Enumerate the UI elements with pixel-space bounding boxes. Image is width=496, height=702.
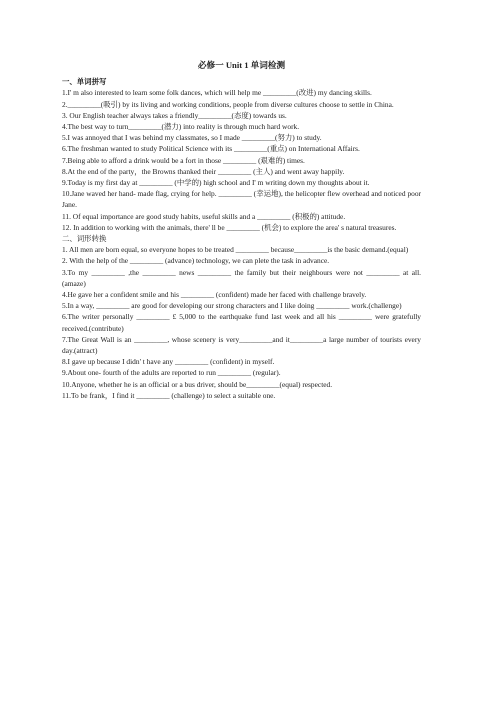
question-item: 10.Anyone, whether he is an official or a bus driver, should be_________(equal) respected. [62, 379, 333, 389]
question-item: 7.The Great Wall is an _________, whose scenery is very_________and it_________a large number of tourists every day.(attract) [62, 334, 421, 356]
question-item: 9.About one- fourth of the adults are reported to run _________ (regular). [62, 368, 281, 378]
question-item: 11. Of equal importance are good study habits, useful skills and a _________ (积极的) attitude. [62, 211, 346, 221]
worksheet-page [62, 60, 421, 401]
question-item: 5.I was annoyed that I was behind my classmates, so I made _________(努力) to study. [62, 133, 322, 143]
question-item: 6.The writer personally _________ £ 5,000 to the earthquake fund last week and all his _________ were gratefully received.(contribute) [62, 312, 421, 333]
question-item: 7.Being able to afford a drink would be a fort in those _________ (艰难的) times. [62, 155, 305, 165]
question-item: 10.Jane waved her hand- made flag, crying for help. _________ (幸运地), the helicopter flew overhead and noticed poor Jane. [62, 189, 421, 210]
question-item: 12. In addition to working with the animals, there' ll be _________ (机会) to explore the area' s natural treasures. [62, 222, 397, 232]
question-item: 4.The best way to turn_________(潜力) into reality is through much hard work. [62, 122, 300, 132]
page-title: 必修一 Unit 1 单词检测 [197, 60, 286, 70]
question-item: 4.He gave her a confident smile and his _________ (confident) made her faced with challenge bravely. [62, 290, 367, 300]
question-item: 3.To my _________ ,the _________ news _________ the family but their neighbours were not _________ at all. (amaze) [62, 267, 421, 288]
section-heading-spelling: 一、单词拼写 [62, 77, 107, 87]
question-item: 9.Today is my first day at _________ (中学的) high school and I' m writing down my thoughts about it. [62, 178, 370, 188]
question-item: 8.I gave up because I didn' t have any _________ (confident) in myself. [62, 357, 275, 367]
question-item: 11.To be frank，I find it _________ (challenge) to select a suitable one. [62, 390, 276, 400]
question-item: 3. Our English teacher always takes a friendly_________(态度) towards us. [62, 110, 287, 120]
question-item: 1. All men are born equal, so everyone hopes to be treated _________ because_________is the basic demand.(equal) [62, 245, 409, 255]
section-heading-word-forms: 二、词形转换 [62, 234, 107, 244]
question-item: 5.In a way, _________ are good for developing our strong characters and I like doing _________ work.(challenge) [62, 301, 402, 311]
question-item: 2._________(吸引) by its living and working conditions, people from diverse cultures choose to settle in China. [62, 99, 394, 109]
question-item: 1.I' m also interested to learn some folk dances, which will help me _________(改进) my dancing skills. [62, 88, 372, 98]
question-item: 8.At the end of the party，the Browns thanked their _________ (主人) and went away happily. [62, 166, 345, 176]
question-item: 6.The freshman wanted to study Political Science with its _________(重点) on International Affairs. [62, 144, 360, 154]
question-item: 2. With the help of the _________ (advance) technology, we can plete the task in advance. [62, 256, 330, 266]
